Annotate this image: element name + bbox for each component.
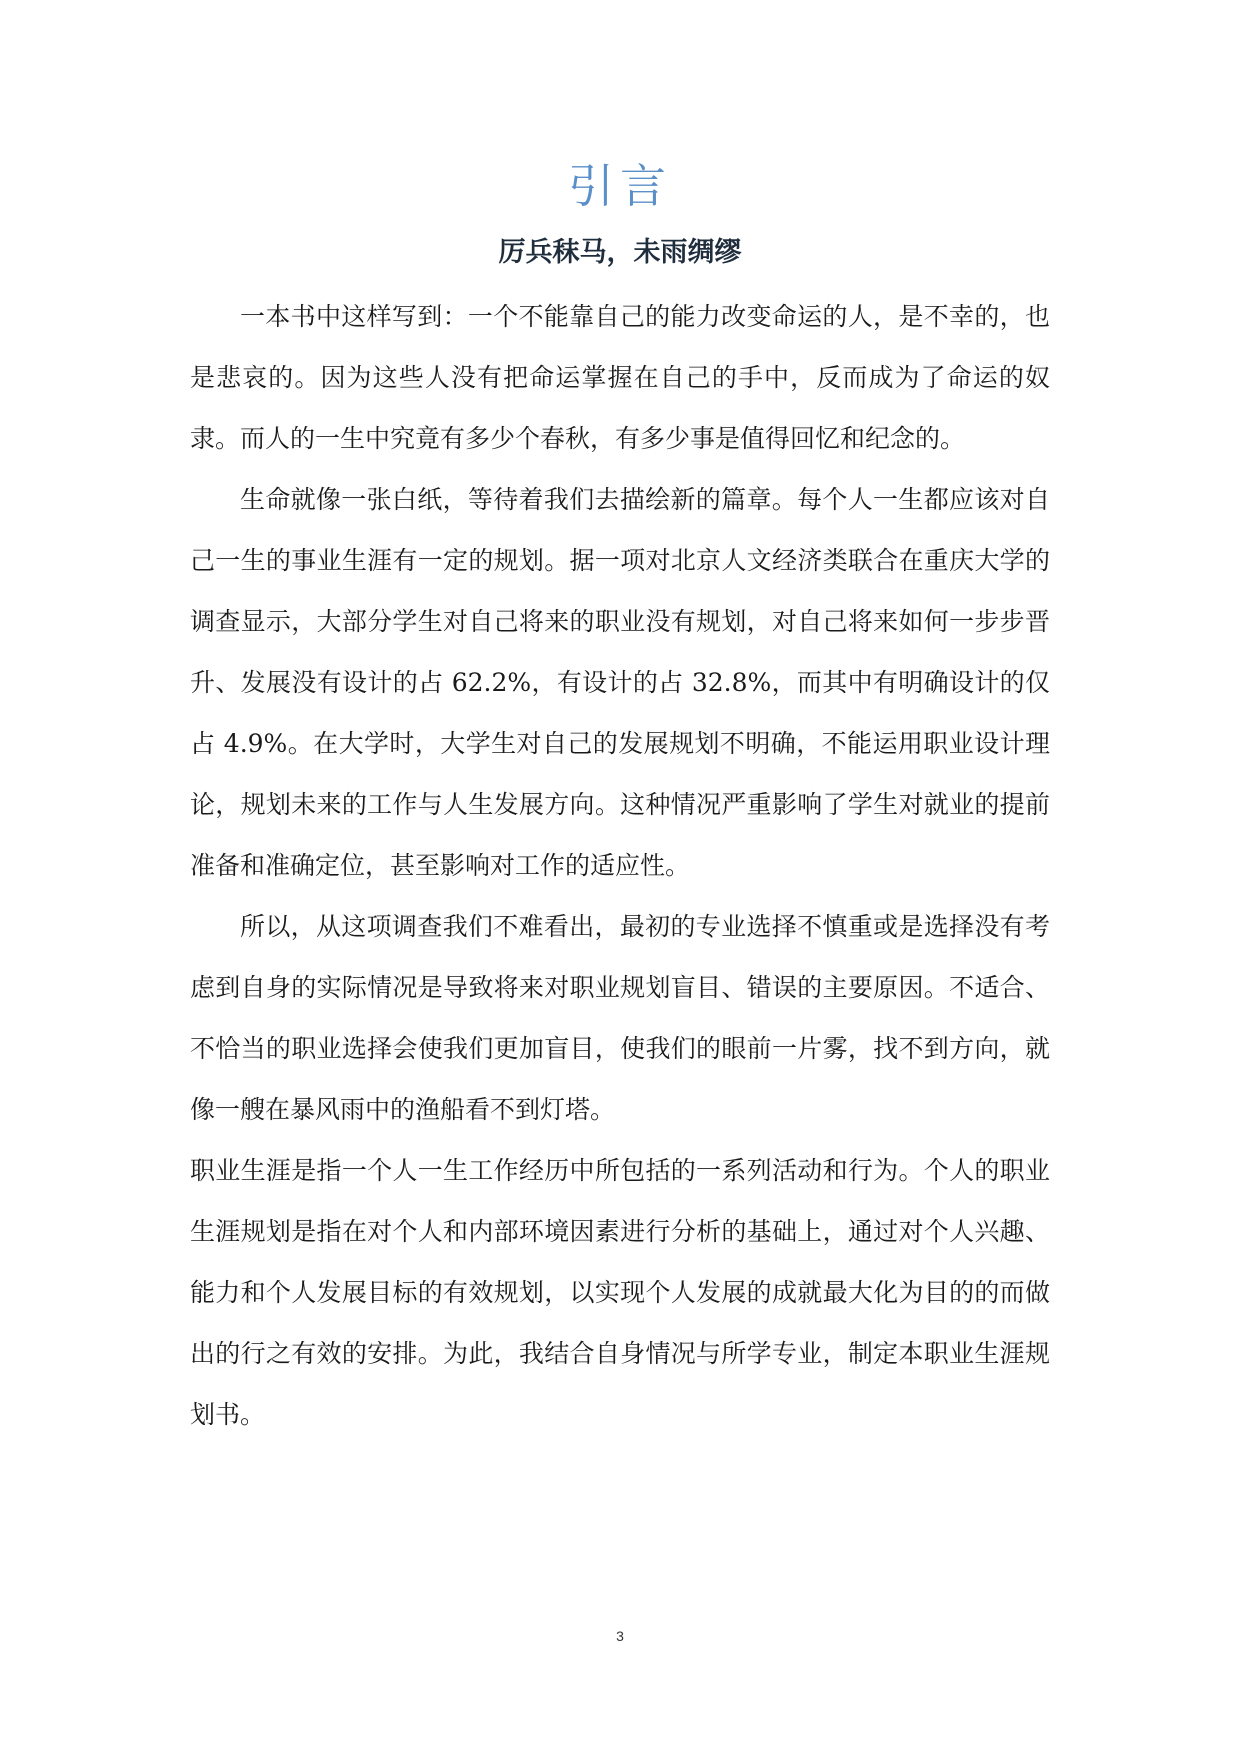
page-subtitle: 厉兵秣马，未雨绸缪 bbox=[498, 237, 742, 268]
paragraph-4: 职业生涯是指一个人一生工作经历中所包括的一系列活动和行为。个人的职业生涯规划是指在对个人和内部环境因素进行分析的基础上，通过对个人兴趣、能力和个人发展目标的有效规划，以实现个人发展的成就最大化为目的的而做出的行之有效的安排。为此，我结合自身情况与所学专业，制定本职业生涯规划书。 bbox=[190, 1156, 1050, 1429]
page-number: 3 bbox=[616, 1628, 624, 1644]
page-title: 引言 bbox=[568, 159, 672, 213]
paragraph-1: 一本书中这样写到：一个不能靠自己的能力改变命运的人，是不幸的，也是悲哀的。因为这些人没有把命运掌握在自己的手中，反而成为了命运的奴隶。而人的一生中究竟有多少个春秋，有多少事是值得回忆和纪念的。 bbox=[190, 302, 1050, 453]
paragraph-3: 所以，从这项调查我们不难看出，最初的专业选择不慎重或是选择没有考虑到自身的实际情况是导致将来对职业规划盲目、错误的主要原因。不适合、不恰当的职业选择会使我们更加盲目，使我们的眼前一片雾，找不到方向，就像一艘在暴风雨中的渔船看不到灯塔。 bbox=[190, 912, 1050, 1124]
body-text bbox=[190, 286, 1050, 1445]
paragraph-2: 生命就像一张白纸，等待着我们去描绘新的篇章。每个人一生都应该对自己一生的事业生涯有一定的规划。据一项对北京人文经济类联合在重庆大学的调查显示，大部分学生对自己将来的职业没有规划，对自己将来如何一步步晋升、发展没有设计的占 62.2%，有设计的占 32.8%，而其中有明确设计的仅占 4.9%。在大学时，大学生对自己的发展规划不明确，不能运用职业设计理论，规划未来的工作与人生发展方向。这种情况严重影响了学生对就业的提前准备和准确定位，甚至影响对工作的适应性。 bbox=[190, 485, 1050, 880]
